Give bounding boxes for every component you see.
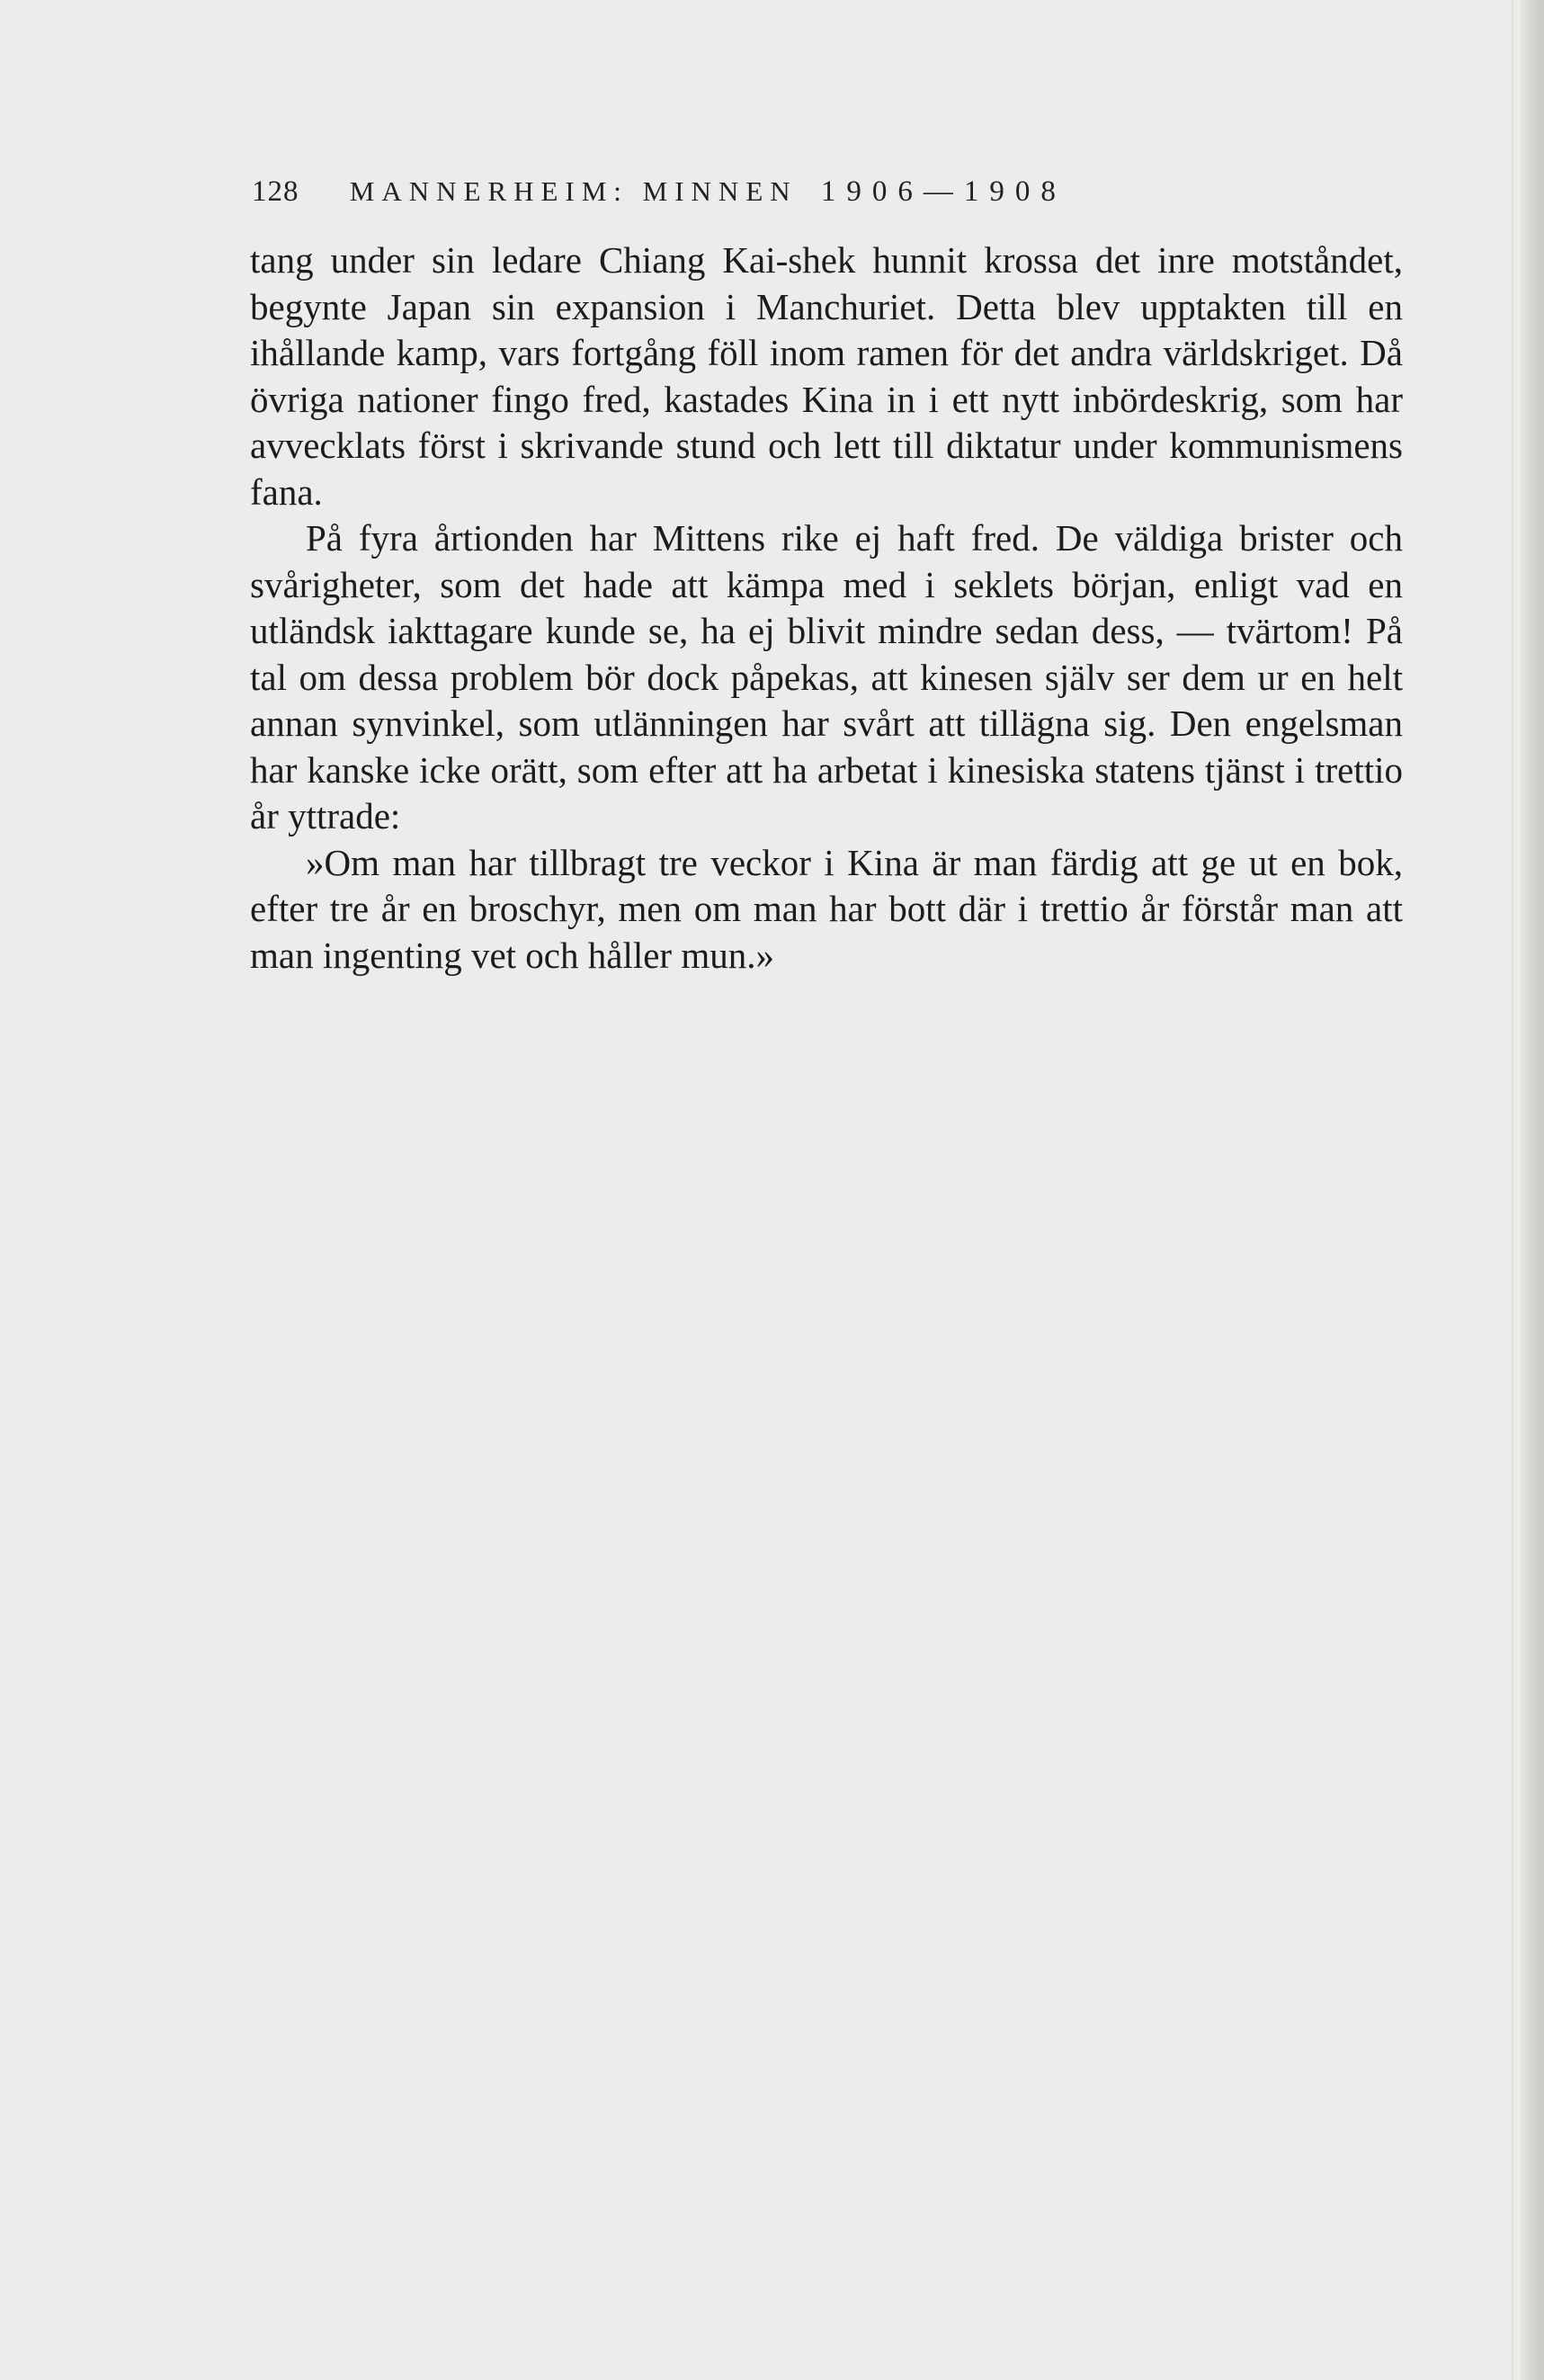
page-gutter-line [1512, 0, 1513, 2380]
running-head [252, 169, 1421, 214]
paragraph: På fyra årtionden har Mittens rike ej haft fred. De väldiga brister och svårigheter, som det hade att kämpa med i seklets början, enligt vad en utländsk iakttagare kunde se, ha ej blivit mindre sedan dess, — tvärtom! På tal om dessa problem bör dock påpekas, att kinesen själv ser dem ur en helt annan synvinkel, som utlänningen har svårt att tillägna sig. Den engelsman har kanske icke orätt, som efter att ha arbetat i kinesiska statens tjänst i trettio år yttrade: [250, 517, 1403, 837]
running-title-years: 1906—1908 [820, 175, 1067, 208]
body-text [250, 237, 1403, 979]
running-title: MANNERHEIM: MINNEN [349, 175, 798, 207]
paragraph: »Om man har tillbragt tre veckor i Kina är man färdig att ge ut en bok, efter tre år en broschyr, men om man har bott där i trettio år förstår man att man ingenting vet och håller mun.» [250, 841, 1403, 976]
page-number: 128 [252, 175, 299, 208]
paragraph: tang under sin ledare Chiang Kai-shek hunnit krossa det inre motståndet, begynte Japan sin expansion i Manchuriet. Detta blev upptakten till en ihållande kamp, vars fortgång föll inom ramen för det andra världskriget. Då övriga nationer fingo fred, kastades Kina in i ett nytt inbördeskrig, som har avvecklats först i skrivande stund och lett till diktatur under kommunismens fana. [250, 239, 1403, 513]
page-edge-shadow [1521, 0, 1544, 2380]
